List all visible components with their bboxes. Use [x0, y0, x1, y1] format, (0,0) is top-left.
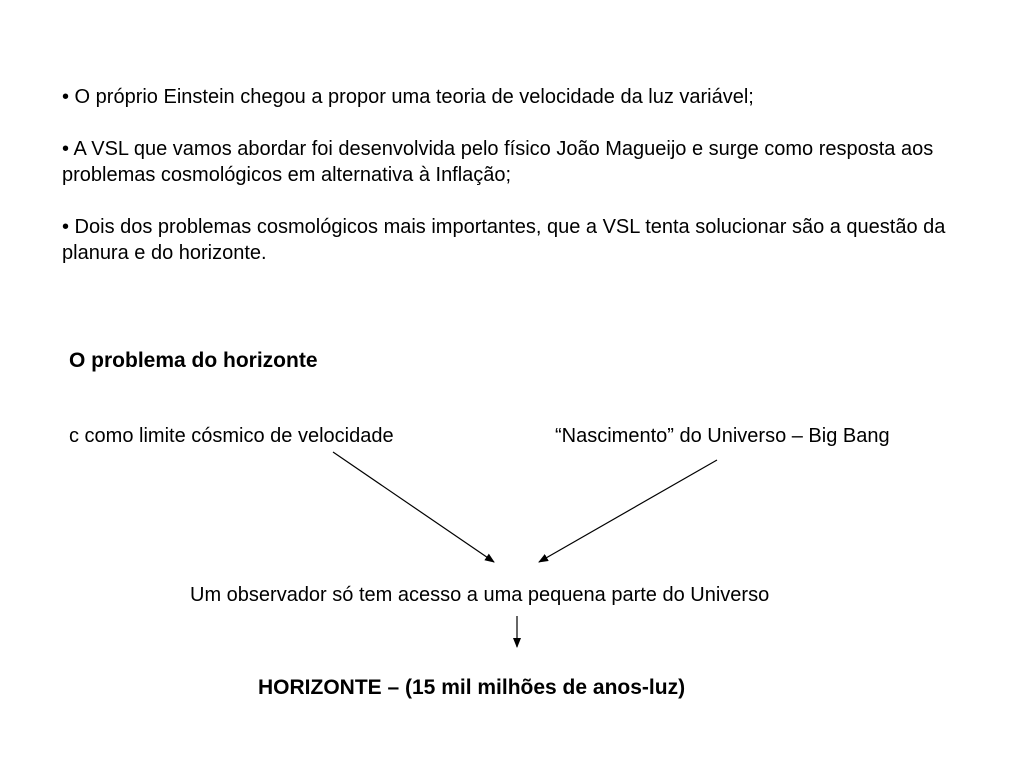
observer-label: Um observador só tem acesso a uma pequena parte do Universo: [190, 584, 770, 606]
bullet-cosmological-problems: • Dois dos problemas cosmológicos mais importantes, que a VSL tenta solucionar são a questão da planura e do horizonte.: [62, 216, 946, 264]
horizon-conclusion: HORIZONTE – (15 mil milhões de anos-luz): [258, 676, 686, 699]
bullet-vsl-magueijo: • A VSL que vamos abordar foi desenvolvida pelo físico João Magueijo e surge como resposta aos problemas cosmológicos em alternativa à Inflação;: [62, 138, 934, 186]
right-arrow: [539, 460, 717, 562]
bullet-einstein: • O próprio Einstein chegou a propor uma teoria de velocidade da luz variável;: [62, 86, 754, 108]
big-bang-label: “Nascimento” do Universo – Big Bang: [555, 425, 890, 447]
bullet-list: [62, 84, 962, 292]
speed-limit-label: c como limite cósmico de velocidade: [69, 425, 394, 447]
section-heading: O problema do horizonte: [69, 349, 318, 372]
left-arrow: [333, 452, 494, 562]
